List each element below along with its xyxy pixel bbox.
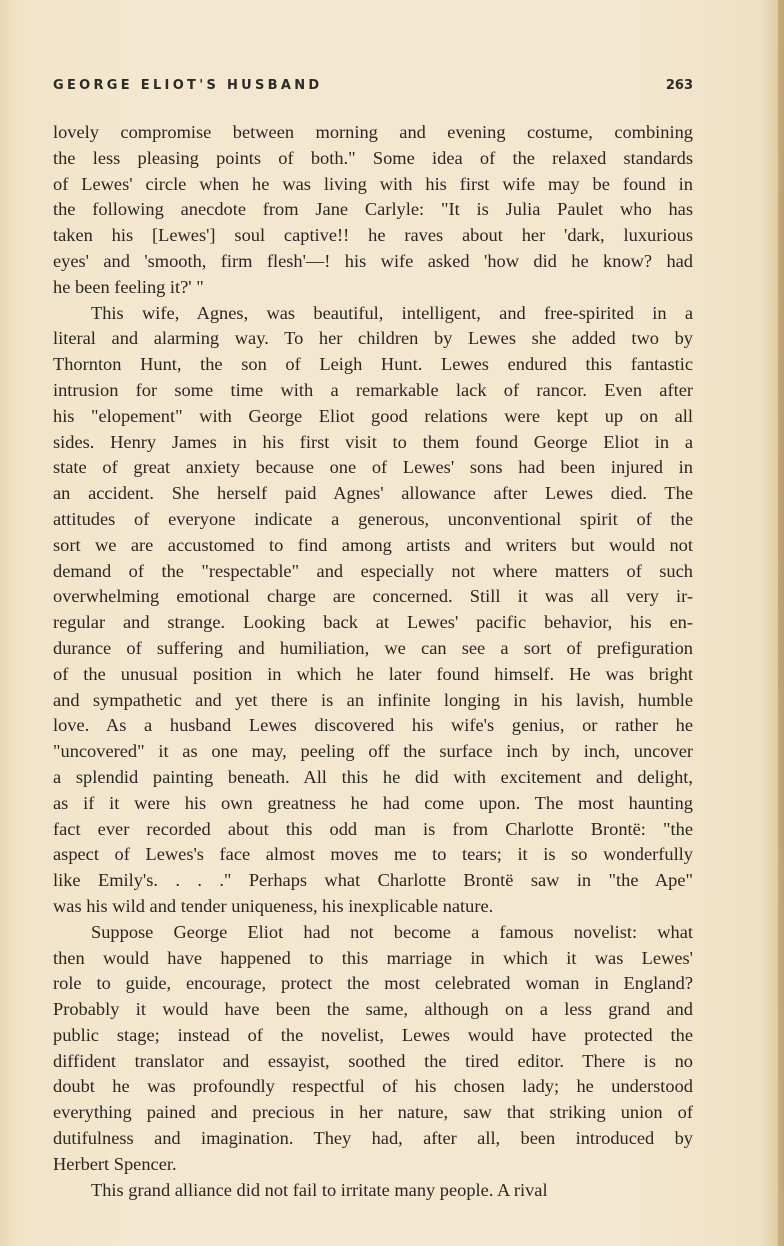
running-title: GEORGE ELIOT'S HUSBAND [53, 78, 323, 93]
text-line: literal and alarming way. To her children by Lewes she added two by [53, 328, 693, 349]
text-line: Probably it would have been the same, although on a less grand and [53, 999, 693, 1020]
text-line: like Emily's. . . ." Perhaps what Charlotte Brontë saw in "the Ape" [53, 870, 693, 891]
text-line: his "elopement" with George Eliot good relations were kept up on all [53, 405, 693, 426]
text-line: an accident. She herself paid Agnes' allowance after Lewes died. The [53, 483, 693, 504]
text-line: he been feeling it?' " [53, 276, 204, 297]
text-line: love. As a husband Lewes discovered his wife's genius, or rather he [53, 715, 693, 736]
text-line: public stage; instead of the novelist, Lewes would have protected the [53, 1024, 693, 1045]
text-line: eyes' and 'smooth, firm flesh'—! his wife asked 'how did he know? had [53, 250, 693, 271]
text-line: state of great anxiety because one of Lewes' sons had been injured in [53, 457, 693, 478]
text-line: attitudes of everyone indicate a generous, unconventional spirit of the [53, 508, 693, 529]
page-edge-shadow [778, 0, 784, 1246]
text-line: fact ever recorded about this odd man is from Charlotte Brontë: "the [53, 818, 693, 839]
text-line: overwhelming emotional charge are concerned. Still it was all very ir- [53, 586, 693, 607]
page-number: 263 [665, 78, 693, 93]
text-line: regular and strange. Looking back at Lewes' pacific behavior, his en- [53, 612, 693, 633]
text-line: diffident translator and essayist, soothed the tired editor. There is no [53, 1050, 693, 1071]
text-line: the less pleasing points of both." Some idea of the relaxed standards [53, 147, 693, 168]
text-line: intrusion for some time with a remarkable lack of rancor. Even after [53, 379, 693, 400]
text-line: everything pained and precious in her nature, saw that striking union of [53, 1102, 693, 1123]
text-line: of the unusual position in which he later found himself. He was bright [53, 663, 693, 684]
text-line: "uncovered" it as one may, peeling off the surface inch by inch, uncover [53, 741, 693, 762]
text-line: sides. Henry James in his first visit to them found George Eliot in a [53, 431, 693, 452]
paragraph-start-line: This wife, Agnes, was beautiful, intelligent, and free-spirited in a [91, 302, 693, 323]
text-line: dutifulness and imagination. They had, after all, been introduced by [53, 1128, 693, 1149]
text-line: then would have happened to this marriage in which it was Lewes' [53, 947, 693, 968]
paragraph-start-line: This grand alliance did not fail to irritate many people. A rival [91, 1179, 548, 1200]
text-line: aspect of Lewes's face almost moves me to tears; it is so wonderfully [53, 844, 693, 865]
text-line: doubt he was profoundly respectful of his chosen lady; he understood [53, 1076, 693, 1097]
text-line: was his wild and tender uniqueness, his inexplicable nature. [53, 895, 494, 916]
text-line: lovely compromise between morning and evening costume, combining [53, 122, 693, 142]
text-line: a splendid painting beneath. All this he did with excitement and delight, [53, 766, 693, 787]
text-line: and sympathetic and yet there is an infinite longing in his lavish, humble [53, 689, 693, 710]
text-line: durance of suffering and humiliation, we can see a sort of prefiguration [53, 637, 693, 658]
text-line: sort we are accustomed to find among artists and writers but would not [53, 534, 693, 555]
text-line: demand of the "respectable" and especially not where matters of such [53, 560, 693, 581]
text-line: Herbert Spencer. [53, 1153, 177, 1174]
text-line: role to guide, encourage, protect the most celebrated woman in England? [53, 973, 693, 994]
text-line: as if it were his own greatness he had come upon. The most haunting [53, 792, 693, 813]
text-line: the following anecdote from Jane Carlyle: "It is Julia Paulet who has [53, 199, 693, 220]
paragraph-start-line: Suppose George Eliot had not become a famous novelist: what [91, 921, 693, 942]
text-line: Thornton Hunt, the son of Leigh Hunt. Lewes endured this fantastic [53, 354, 693, 375]
body-text [53, 120, 693, 1203]
text-line: of Lewes' circle when he was living with his first wife may be found in [53, 173, 693, 194]
page-header [53, 78, 693, 100]
text-line: taken his [Lewes'] soul captive!! he raves about her 'dark, luxurious [53, 225, 693, 246]
